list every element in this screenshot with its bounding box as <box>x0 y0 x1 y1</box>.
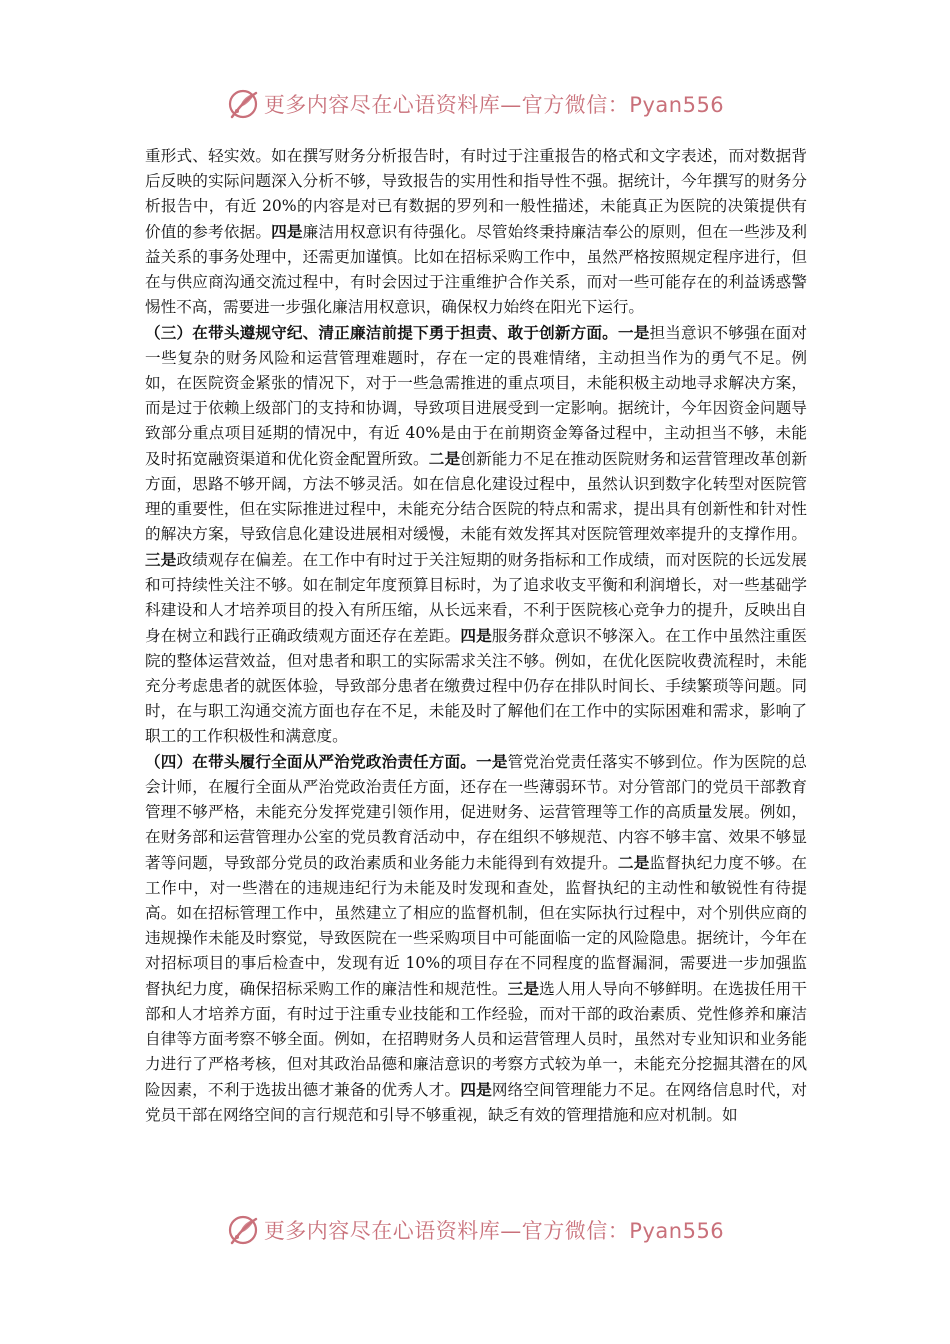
watermark-text: 更多内容尽在心语资料库—官方微信：Pyan556 <box>263 93 725 117</box>
para2-text-a: 担当意识不够强在面对一些复杂的财务风险和运营管理难题时，存在一定的畏难情绪，主动担当作为的勇气不足。例如，在医院资金紧张的情况下，对于一些急需推进的重点项目，未能积极主动地寻求解决方案，而是过于依赖上级部门的支持和协调，导致项目进展受到一定影响。据统计，今年因资金问题导致部分重点项目延期的情况中，有近 40%是由于在前期资金筹备过程中，主动担当不够，未能及时拓宽融资渠道和优化资金配置所致。 <box>145 324 807 468</box>
point-marker: 一是 <box>476 752 508 771</box>
quill-leaf-logo <box>226 87 260 121</box>
quill-leaf-logo <box>226 1213 260 1247</box>
point-marker: 三是 <box>507 979 540 998</box>
para2-text-b: 创新能力不足在推动医院财务和运营管理改革创新方面，思路不够开阔，方法不够灵活。如在信息化建设过程中，虽然认识到数字化转型对医院管理的重要性，但在实际推进过程中，未能充分结合医院的特点和需求，提出具有创新性和针对性的解决方案，导致信息化建设进展相对缓慢，未能有效发挥其对医院管理效率提升的支撑作用。 <box>145 450 807 543</box>
paragraph-section-4 <box>145 749 807 1128</box>
para1-text-a: 重形式、轻实效。如在撰写财务分析报告时，有时过于注重报告的格式和文字表述，而对数据背后反映的实际问题深入分析不够，导致报告的实用性和指导性不强。据统计，今年撰写的财务分析报告中，有近 20%的内容是对已有数据的罗列和一般性描述，未能真正为医院的决策提供有价值的参考依据。 <box>145 147 807 241</box>
para2-text-d: 服务群众意识不够深入。在工作中虽然注重医院的整体运营效益，但对患者和职工的实际需求关注不够。例如，在优化医院收费流程时，未能充分考虑患者的就医体验，导致部分患者在缴费过程中仍存在排队时间长、手续繁琐等问题。同时，在与职工沟通交流方面也存在不足，未能及时了解他们在工作中的实际困难和需求，影响了职工的工作积极性和满意度。 <box>145 627 807 745</box>
section-heading-3: （三）在带头遵规守纪、清正廉洁前提下勇于担责、敢于创新方面。 <box>145 323 618 342</box>
paragraph-integrity <box>145 144 807 320</box>
document-body <box>145 144 807 1194</box>
point-marker: 一是 <box>617 323 650 342</box>
point-marker: 三是 <box>145 550 177 569</box>
watermark-text: 更多内容尽在心语资料库—官方微信：Pyan556 <box>263 1219 725 1243</box>
header-watermark-banner <box>0 82 950 126</box>
para1-text-b: 廉洁用权意识有待强化。尽管始终秉持廉洁奉公的原则，但在一些涉及利益关系的事务处理中，还需更加谨慎。比如在招标采购工作中，虽然严格按照规定程序进行，但在与供应商沟通交流过程中，有时会因过于注重维护合作关系，而对一些可能存在的利益诱惑警惕性不高，需要进一步强化廉洁用权意识，确保权力始终在阳光下运行。 <box>145 223 807 316</box>
point-marker: 四是 <box>460 626 492 645</box>
para3-text-a: 管党治党责任落实不够到位。作为医院的总会计师，在履行全面从严治党政治责任方面，还存在一些薄弱环节。对分管部门的党员干部教育管理不够严格，未能充分发挥党建引领作用，促进财务、运营管理等工作的高质量发展。例如，在财务部和运营管理办公室的党员教育活动中，存在组织不够规范、内容不够丰富、效果不够显著等问题，导致部分党员的政治素质和业务能力未能得到有效提升。 <box>145 753 807 872</box>
para3-text-b: 监督执纪力度不够。在工作中，对一些潜在的违规违纪行为未能及时发现和查处，监督执纪的主动性和敏锐性有待提高。如在招标管理工作中，虽然建立了相应的监督机制，但在实际执行过程中，对个别供应商的违规操作未能及时察觉，导致医院在一些采购项目中可能面临一定的风险隐患。据统计，今年在对招标项目的事后检查中，发现有近 10%的项目存在不同程度的监督漏洞，需要进一步加强监督执纪力度，确保招标采购工作的廉洁性和规范性。 <box>145 854 807 998</box>
point-marker: 二是 <box>428 449 461 468</box>
point-marker: 二是 <box>617 853 650 872</box>
section-heading-4: （四）在带头履行全面从严治党政治责任方面。 <box>145 752 477 771</box>
para2-text-c: 政绩观存在偏差。在工作中有时过于关注短期的财务指标和工作成绩，而对医院的长远发展和可持续性关注不够。如在制定年度预算目标时，为了追求收支平衡和利润增长，对一些基础学科建设和人才培养项目的投入有所压缩，从长远来看，不利于医院核心竞争力的提升，反映出自身在树立和践行正确政绩观方面还存在差距。 <box>145 551 807 645</box>
para3-text-c: 选人用人导向不够鲜明。在选拔任用干部和人才培养方面，有时过于注重专业技能和工作经验，而对干部的政治素质、党性修养和廉洁自律等方面考察不够全面。例如，在招聘财务人员和运营管理人员时，虽然对专业知识和业务能力进行了严格考核，但对其政治品德和廉洁意识的考察方式较为单一，未能充分挖掘其潜在的风险因素，不利于选拔出德才兼备的优秀人才。 <box>145 980 807 1099</box>
point-marker: 四是 <box>271 222 303 241</box>
para3-text-d: 网络空间管理能力不足。在网络信息时代，对党员干部在网络空间的言行规范和引导不够重视，缺乏有效的管理措施和应对机制。如 <box>145 1081 807 1124</box>
footer-watermark-banner <box>0 1208 950 1252</box>
paragraph-section-3 <box>145 320 807 749</box>
point-marker: 四是 <box>460 1080 492 1099</box>
